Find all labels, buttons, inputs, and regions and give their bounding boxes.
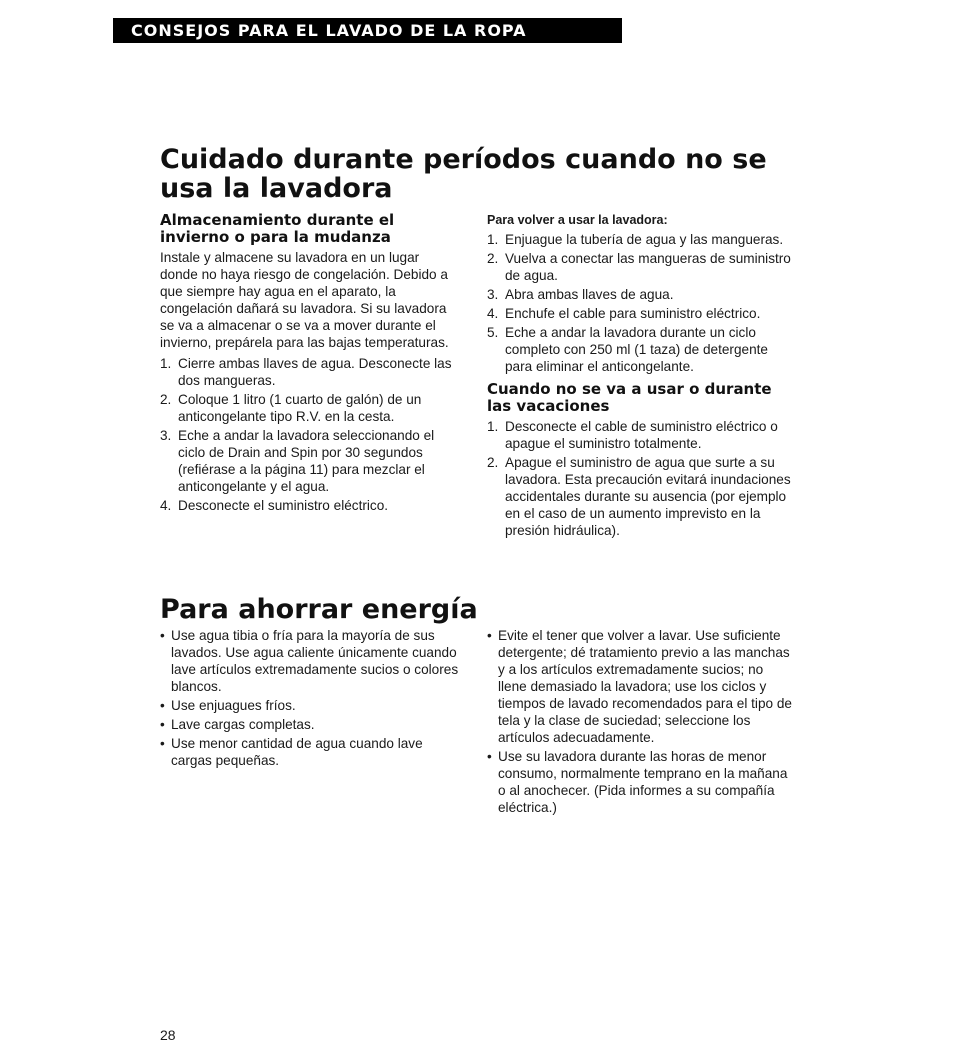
list-item <box>160 497 460 514</box>
tip-text: Use agua tibia o fría para la mayoría de sus lavados. Use agua caliente únicamente cuando lave artículos extremadamente sucios o colores blancos. <box>171 628 459 694</box>
list-item <box>487 286 792 303</box>
list-item <box>487 627 792 746</box>
step-number: 2. <box>487 251 499 266</box>
tip-text: Use enjuagues fríos. <box>171 698 296 713</box>
list-item <box>160 697 460 714</box>
list-item <box>487 250 792 284</box>
step-text: Abra ambas llaves de agua. <box>505 287 674 302</box>
bullet-icon: • <box>487 628 492 643</box>
storage-steps <box>160 355 460 514</box>
step-text: Cierre ambas llaves de agua. Desconecte las dos mangueras. <box>178 356 452 388</box>
step-text: Enjuague la tubería de agua y las mangueras. <box>505 232 784 247</box>
step-text: Eche a andar la lavadora durante un ciclo completo con 250 ml (1 taza) de detergente para eliminar el anticongelante. <box>505 325 768 374</box>
storage-intro: Instale y almacene su lavadora en un lugar donde no haya riesgo de congelación. Debido a que siempre hay agua en el aparato, la congelación dañará su lavadora. Si su lavadora se va a almacenar o se va a mover durante el invierno, prepárela para las bajas temperaturas. <box>160 250 449 350</box>
list-item <box>487 231 792 248</box>
list-item <box>160 355 460 389</box>
step-number: 4. <box>487 306 499 321</box>
list-item <box>487 418 792 452</box>
bullet-icon: • <box>160 628 165 643</box>
step-number: 3. <box>160 428 172 443</box>
list-item <box>487 305 792 322</box>
step-text: Coloque 1 litro (1 cuarto de galón) de un anticongelante tipo R.V. en la cesta. <box>178 392 422 424</box>
tip-text: Use menor cantidad de agua cuando lave cargas pequeñas. <box>171 736 423 768</box>
page-number: 28 <box>160 1027 176 1043</box>
tip-text: Evite el tener que volver a lavar. Use suficiente detergente; dé tratamiento previo a las manchas y a los artículos extremadamente sucios; no llene demasiado la lavadora; use los ciclos y tiempos de lavado recomendados para el tipo de tela y la clase de suciedad; seleccione los artículos adecuadamente. <box>498 628 792 745</box>
list-item <box>487 454 792 539</box>
section-title-energy: Para ahorrar energía <box>160 594 478 625</box>
step-number: 5. <box>487 325 499 340</box>
storage-column <box>160 212 460 516</box>
energy-tips-left <box>160 627 460 769</box>
step-text: Desconecte el cable de suministro eléctrico o apague el suministro totalmente. <box>505 419 778 451</box>
bullet-icon: • <box>160 736 165 751</box>
bullet-icon: • <box>487 749 492 764</box>
list-item <box>160 627 460 695</box>
energy-left-column <box>160 627 460 771</box>
step-number: 1. <box>160 356 172 371</box>
list-item <box>487 324 792 375</box>
step-text: Apague el suministro de agua que surte a su lavadora. Esta precaución evitará inundaciones accidentales durante su ausencia (por ejemplo en el caso de un aumento imprevisto en la presión hidráulica). <box>505 455 791 538</box>
step-text: Enchufe el cable para suministro eléctrico. <box>505 306 761 321</box>
section-banner: CONSEJOS PARA EL LAVADO DE LA ROPA <box>113 18 622 43</box>
energy-right-column <box>487 627 792 818</box>
step-text: Eche a andar la lavadora seleccionando el ciclo de Drain and Spin por 30 segundos (refiérase a la página 11) para mezclar el anticongelante y el agua. <box>178 428 435 494</box>
bullet-icon: • <box>160 698 165 713</box>
tip-text: Use su lavadora durante las horas de menor consumo, normalmente temprano en la mañana o al anochecer. (Pida informes a su compañía eléctrica.) <box>498 749 788 815</box>
step-number: 1. <box>487 232 499 247</box>
reuse-heading: Para volver a usar la lavadora: <box>487 213 668 227</box>
vacation-heading: Cuando no se va a usar o durante las vacaciones <box>487 380 772 415</box>
storage-heading: Almacenamiento durante el invierno o para la mudanza <box>160 211 395 246</box>
step-number: 2. <box>160 392 172 407</box>
list-item <box>160 716 460 733</box>
reuse-column <box>487 212 792 541</box>
step-number: 2. <box>487 455 499 470</box>
step-number: 3. <box>487 287 499 302</box>
tip-text: Lave cargas completas. <box>171 717 315 732</box>
list-item <box>160 391 460 425</box>
bullet-icon: • <box>160 717 165 732</box>
step-text: Desconecte el suministro eléctrico. <box>178 498 389 513</box>
vacation-steps <box>487 418 792 539</box>
step-text: Vuelva a conectar las mangueras de suministro de agua. <box>505 251 791 283</box>
list-item <box>487 748 792 816</box>
energy-tips-right <box>487 627 792 816</box>
list-item <box>160 427 460 495</box>
list-item <box>160 735 460 769</box>
step-number: 4. <box>160 498 172 513</box>
section-title-care: Cuidado durante períodos cuando no se usa la lavadora <box>160 144 767 204</box>
step-number: 1. <box>487 419 499 434</box>
reuse-steps <box>487 231 792 375</box>
